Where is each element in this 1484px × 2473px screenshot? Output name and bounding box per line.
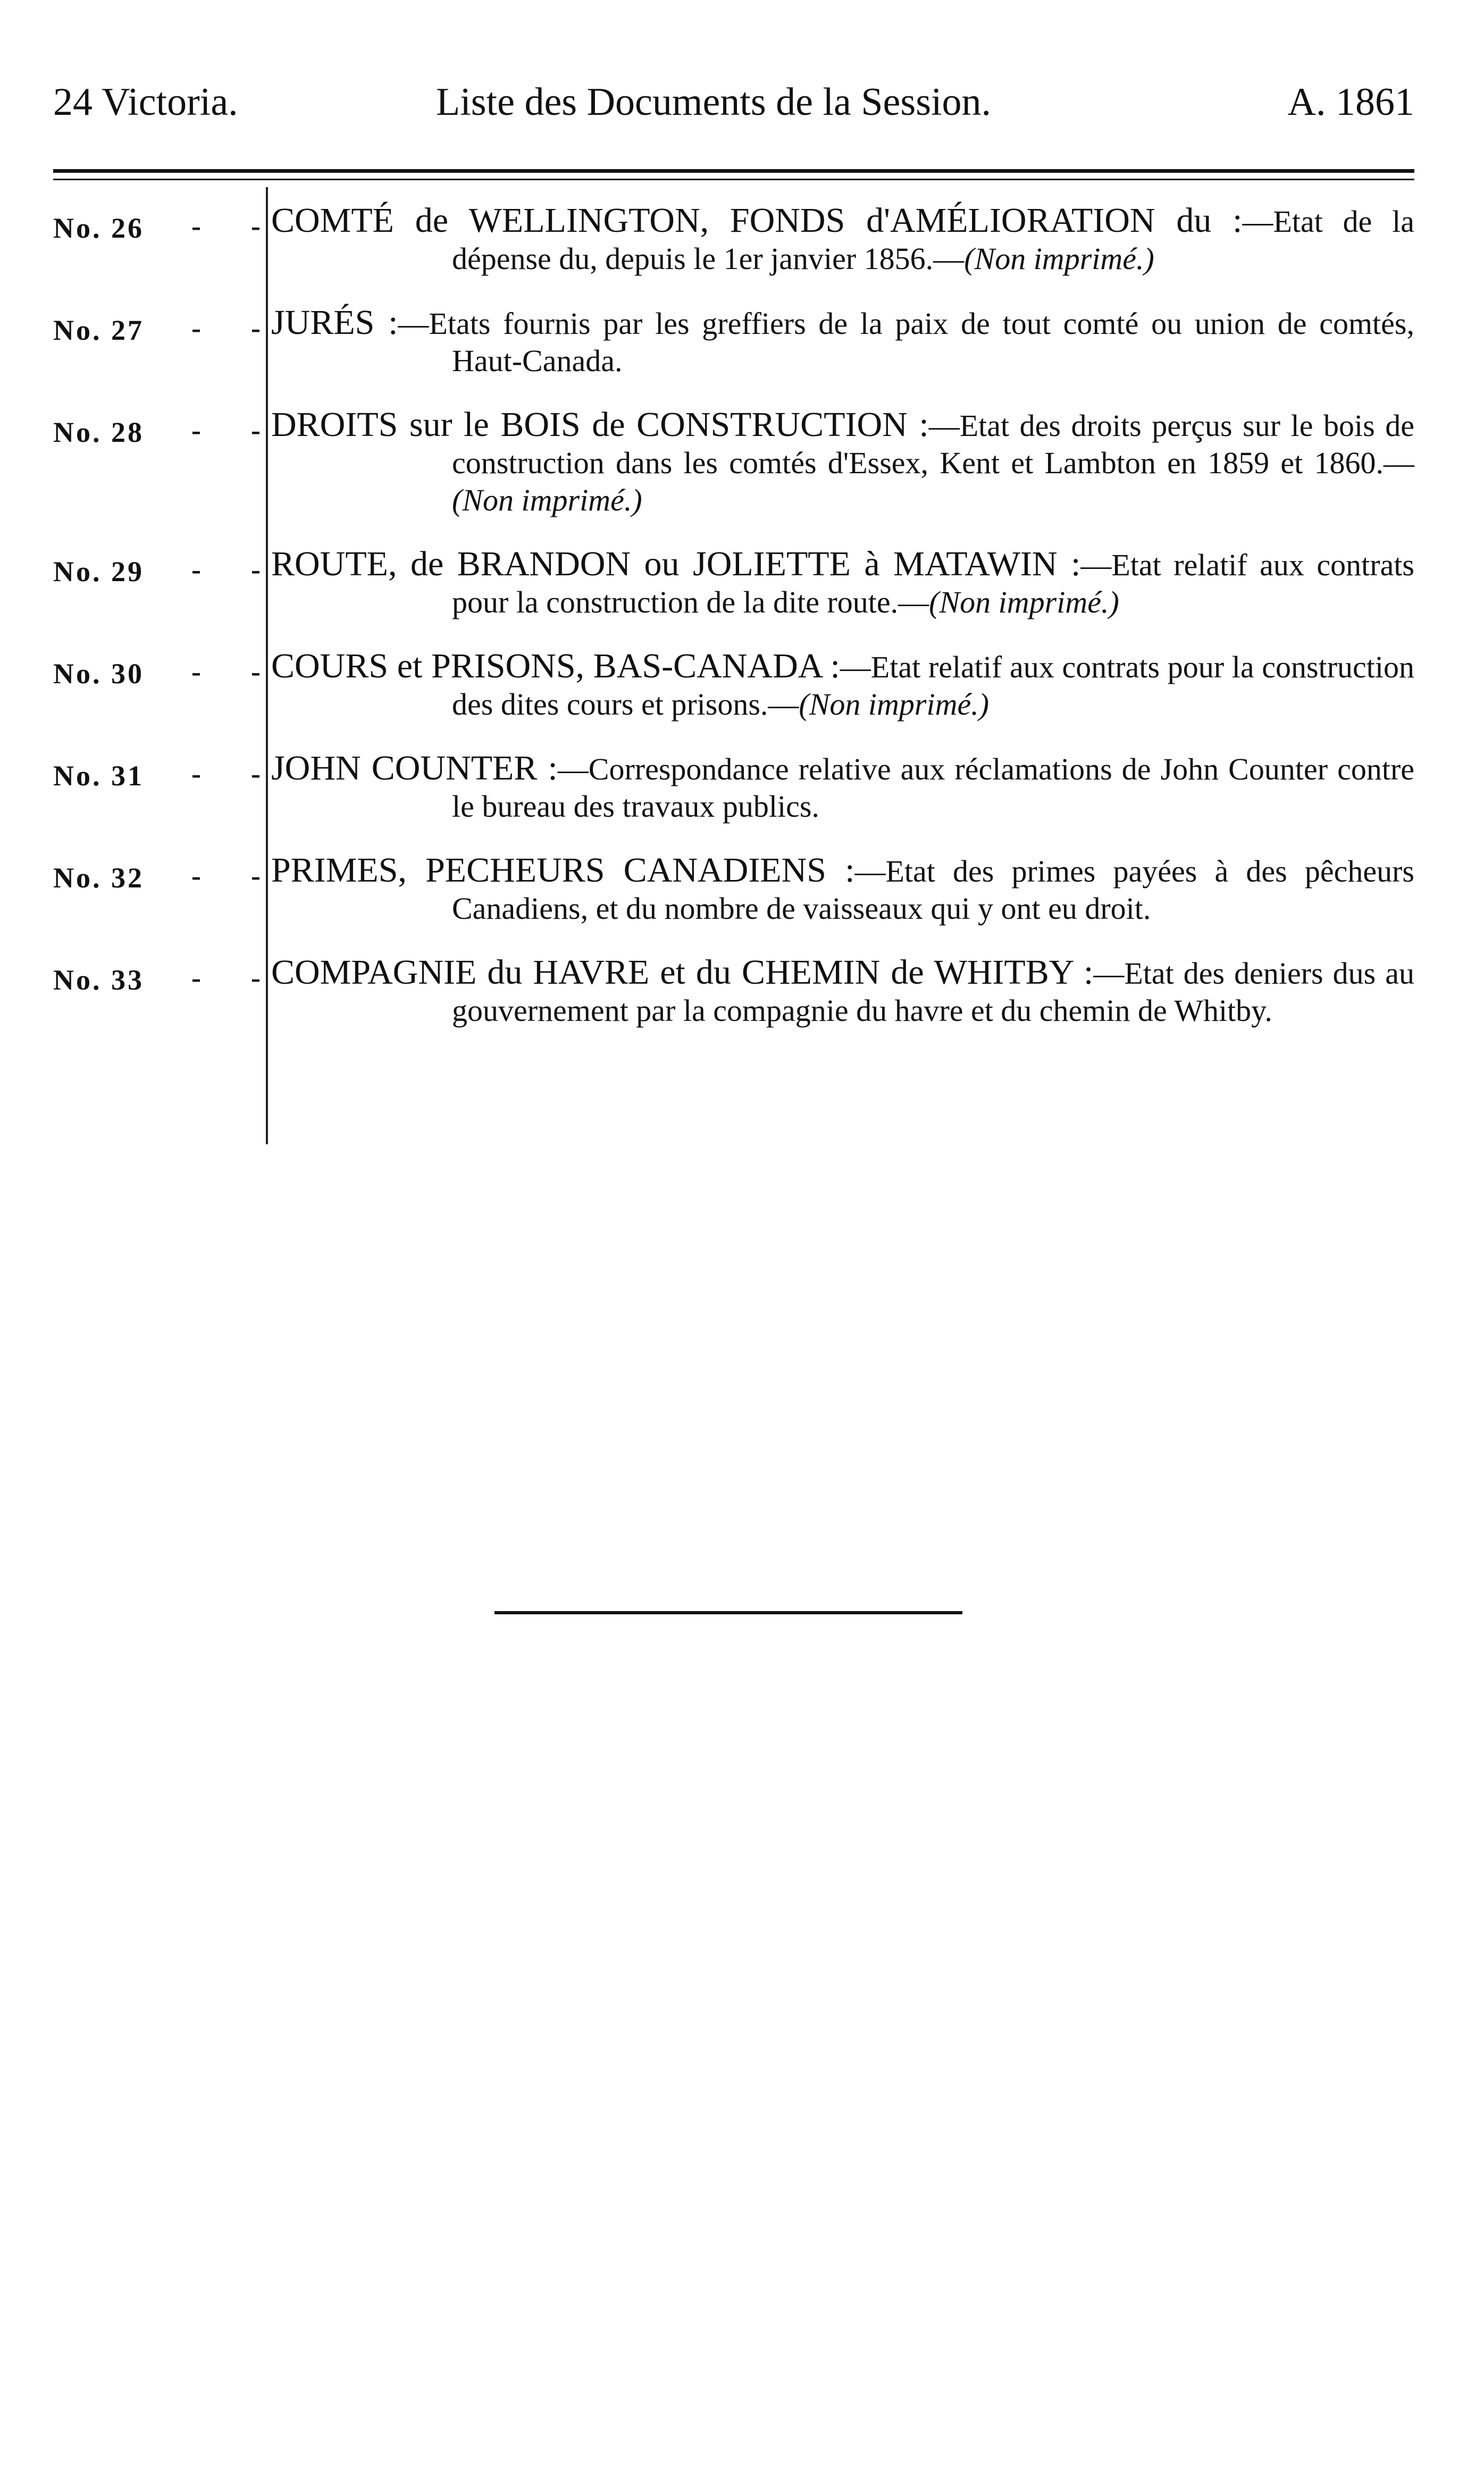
list-item [53, 648, 1414, 723]
leader-dash: - [191, 860, 201, 892]
list-item [53, 546, 1414, 621]
list-item [53, 750, 1414, 825]
document-details: —Etat relatif aux contrats pour la construction de la dite route.— [452, 548, 1415, 619]
document-title: COURS et PRISONS, BAS-CANADA : [271, 647, 840, 685]
document-description [271, 648, 1414, 723]
leader-dash: - [191, 414, 201, 446]
document-number: No. 27 [53, 314, 144, 346]
document-description [271, 304, 1414, 380]
document-number: No. 28 [53, 416, 144, 448]
document-note: (Non imprimé.) [799, 687, 990, 722]
document-note: (Non imprimé.) [452, 483, 642, 517]
document-title: JURÉS : [271, 303, 398, 342]
leader-dash: - [251, 414, 261, 446]
document-description [271, 852, 1414, 927]
leader-dash: - [251, 210, 261, 242]
leader-dash: - [251, 312, 261, 344]
closing-rule [494, 1611, 962, 1614]
document-number: No. 30 [53, 658, 144, 690]
document-description [271, 406, 1414, 519]
document-title: JOHN COUNTER : [271, 749, 558, 787]
leader-dash: - [191, 962, 201, 994]
header-rule-thin [53, 179, 1414, 180]
document-number: No. 29 [53, 556, 144, 588]
document-title: COMPAGNIE du HAVRE et du CHEMIN de WHITBY : [271, 953, 1094, 992]
document-description [271, 954, 1414, 1029]
document-number: No. 31 [53, 760, 144, 792]
leader-dash: - [251, 656, 261, 688]
document-list [53, 202, 1414, 1056]
header-year: A. 1861 [1287, 80, 1414, 124]
header-regnal-year: 24 Victoria. [53, 80, 238, 124]
header-rule-thick [53, 169, 1414, 173]
document-note: (Non imprimé.) [964, 241, 1154, 276]
leader-dash: - [251, 860, 261, 892]
document-number: No. 33 [53, 964, 144, 996]
list-item [53, 406, 1414, 519]
leader-dash: - [251, 758, 261, 790]
document-details: —Etat des primes payées à des pêcheurs Canadiens, et du nombre de vaisseaux qui y ont eu droit. [452, 854, 1414, 926]
leader-dash: - [191, 758, 201, 790]
document-title: DROITS sur le BOIS de CONSTRUCTION : [271, 405, 929, 444]
document-number: No. 26 [53, 212, 144, 244]
leader-dash: - [191, 312, 201, 344]
leader-dash: - [191, 554, 201, 585]
document-details: —Correspondance relative aux réclamations de John Counter contre le bureau des travaux publics. [452, 752, 1414, 824]
document-title: ROUTE, de BRANDON ou JOLIETTE à MATAWIN : [271, 544, 1081, 583]
document-number: No. 32 [53, 862, 144, 894]
page-header [53, 80, 1414, 133]
leader-dash: - [191, 210, 201, 242]
document-details: —Etats fournis par les greffiers de la paix de tout comté ou union de comtés, Haut-Canada. [398, 306, 1414, 378]
document-description [271, 546, 1414, 621]
document-title: PRIMES, PECHEURS CANADIENS : [271, 851, 855, 890]
document-details: —Etat relatif aux contrats pour la construction des dites cours et prisons.— [452, 650, 1414, 722]
document-description [271, 202, 1414, 278]
leader-dash: - [251, 554, 261, 585]
document-note: (Non imprimé.) [929, 585, 1119, 619]
document-details: —Etat des droits perçus sur le bois de construction dans les comtés d'Essex, Kent et Lambton en 1859 et 1860.— [452, 408, 1414, 480]
list-item [53, 852, 1414, 927]
list-item [53, 954, 1414, 1029]
list-item [53, 202, 1414, 278]
list-item [53, 304, 1414, 380]
header-title: Liste des Documents de la Session. [436, 80, 992, 124]
leader-dash: - [191, 656, 201, 688]
document-title: COMTÉ de WELLINGTON, FONDS d'AMÉLIORATION du : [271, 201, 1243, 240]
leader-dash: - [251, 962, 261, 994]
document-details: —Etat des deniers dus au gouvernement par la compagnie du havre et du chemin de Whitby. [452, 956, 1415, 1028]
document-details: —Etat de la dépense du, depuis le 1er janvier 1856.— [452, 204, 1414, 276]
document-description [271, 750, 1414, 825]
